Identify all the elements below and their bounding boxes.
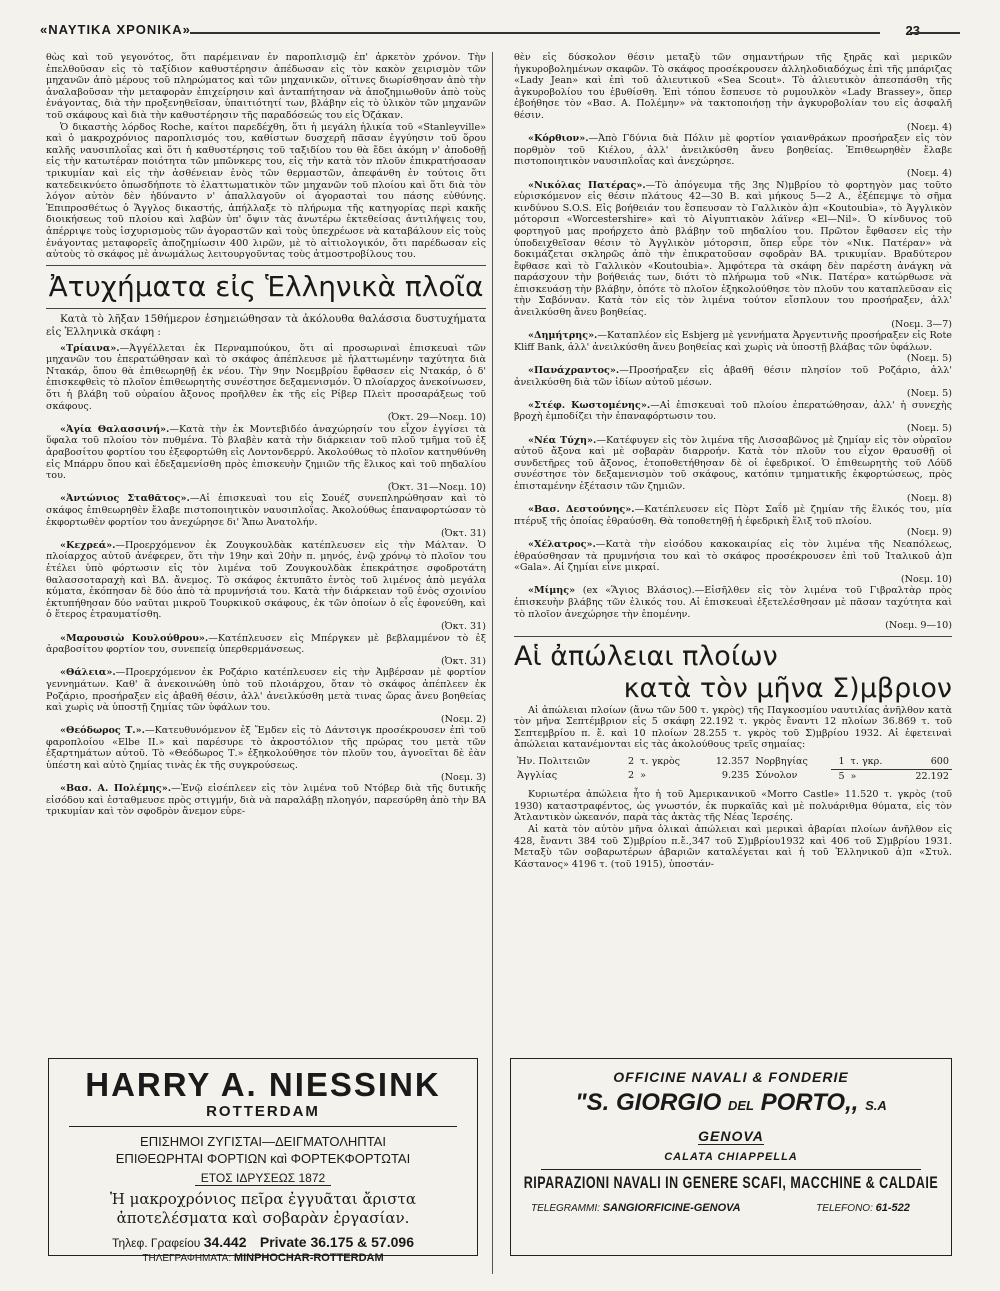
accident-text: —Τὸ ἀπόγευμα τῆς 3ης Ν)μβρίου τὸ φορτηγὸν μας τοῦτο εὑρισκόμενον εἰς θέσιν πλάτους 42—30 Β. καὶ μήκους 5—2 Α., ἐξέπεμψε τὸ σῆμα κινδύνου S.O.S. Εἰς βοήθειάν του ἔσπευσαν τὸ Γαλλικὸν ἀ)π «Koutoubia», τὸ Ἀγγλικὸν μότορσιπ «Worcestershire» καὶ τὸ Αἰγυπτιακὸν λάϊνερ «El—Nil». Ὁ κίνδυνος τοῦ φορτηγοῦ μας προήρχετο ἀπὸ βλάβην τοῦ πηδαλίου του. Πρῶτον ἔφθασεν εἰς τὴν ὑποδειχθεῖσαν θέσιν τὸ Ἀγγλικὸν μότορσιπ, ὅπερ εὗρε τὸν «Νικ. Πατέραν» νὰ δοκιμάζεται σκληρῶς ἀπὸ τὴν ἐπικρατοῦσαν σφοδρὰν ΒΑ. τρικυμίαν. Βραδύτερον ἔφθασε καὶ τὸ Γαλλικὸν «Koutoubia». Ἀμφότερα τὰ σκάφη δὲν παρέστη ἀνάγκη νὰ παράσχουν τὴν βοήθειάς των, διότι τὸ πλήρωμα τοῦ «Νικ. Πατέρα» κατώρθωσε νὰ ἐπισκευάσῃ τὴν βλάβην, ὁπότε τὸ πλοῖον ἐξηκολούθησε τὸν πλοῦν του καταπλεῦσαν εἰς τὴν Σαβόνναν. Κατὰ τὸν εἰς τὸν λιμένα τούτον εἴσπλουν του προσήραξεν, ἀλλ' ἀνειλκύσθη ἄνευ βοηθείας. [514, 179, 952, 319]
company-name-part: "S. GIORGIO [575, 1089, 722, 1116]
table-cell: 2 [627, 756, 635, 768]
accidents-intro: Κατὰ τὸ λῆξαν 15θήμερον ἐσημειώθησαν τὰ ἀκόλουθα θαλάσσια δυστυχήματα εἰς Ἑλληνικὰ σκάφη : [46, 312, 486, 338]
accident-item [46, 343, 486, 424]
advert-telegrams [49, 1252, 477, 1264]
phone-private: Private 36.175 & 57.096 [259, 1234, 414, 1250]
ship-name: «Νέα Τύχη». [528, 434, 597, 446]
accident-item [46, 667, 486, 725]
ship-name: «Πανάχραντος». [528, 365, 620, 377]
accident-text: —Προσήραξεν εἰς ἀβαθῆ θέσιν πλησίον τοῦ Ροζάριο, ἀλλ' ἀνειλκύσθη διὰ τῶν ἰδίων αὐτοῦ μέσων. [514, 365, 952, 388]
accident-text: (ex «Ἅγιος Βλάσιος).—Εἰσῆλθεν εἰς τὸν λιμένα τοῦ Γιβραλτὰρ πρὸς ἐπισκευὴν βλάβης τῶν ἐλικός του. Αἱ ἐπισκευαὶ ἐξετελέσθησαν μὲ πᾶσαν ταχύτητα καὶ τὸ πλοῖον ἀνεχώρησε τὴν ἑπομένην. [514, 585, 952, 620]
losses-paragraph: Κυριωτέρα ἀπώλεια ἦτο ἡ τοῦ Ἀμερικανικοῦ «Morro Castle» 11.520 τ. γκρὸς (τοῦ 1930) καταστραφέντος, ὡς γνωστόν, ἐκ πυρκαϊᾶς καὶ μὲ πολυάριθμα θύματα, εἰς τὸν Ἀτλαντικὸν ὠκεανόν, παρὰ τὰς ἀκτὰς τῆς Νέας Ἰερσέης. [514, 789, 952, 824]
section-divider [514, 636, 952, 637]
article-continuation: θὼς καὶ τοῦ γεγονότος, ὅτι παρέμειναν ἐν παροπλισμῷ ἐπ' ἀρκετὸν χρόνον. Τὴν ἐπελθοῦσαν εἰς τὸ ταξίδιον καθυστέρησιν ἀπέδωσαν εἰς τὸν κακὸν χειρισμὸν τῶν μηχανῶν ἀπὸ μέρους τοῦ πληρώματος καὶ τῶν μηχανικῶν, οἵτινες διωρίσθησαν ἀπὸ τὴν ἀναλαβοῦσαν τὴν μεταφορὰν ἐπιχείρησιν καὶ ἀνταπήτησαν νὰ ἀποζημιωθοῦν ἀπὸ τοὺς ἐνάγοντας, διὰ τὴν προξενηθεῖσαν, ὑπαιτιότητί των, βλάβην εἰς τὸ ὑλικὸν τῶν μηχανῶν τοῦ σκάφους καὶ διὰ τὴν καθυστέρησιν τῆς παραδόσεώς του εἰς Ὀζάκαν. [46, 52, 486, 121]
accident-text: —Κατέπλευσεν εἰς Μπέργκεν μὲ βεβλαμμένον τὸ ἐξ ἀραβοσίτου φορτίον του, συνεπείᾳ ὑπερθερμάνσεως. [46, 632, 486, 656]
ship-name: «Χέλατρος». [528, 538, 596, 550]
table-cell: 22.192 [899, 769, 952, 783]
table-cell: 600 [930, 756, 949, 768]
table-cell: τ. γκρὸς [640, 756, 680, 768]
date-note: (Νοεμ. 3—7) [891, 318, 952, 330]
date-note: (Νοεμ. 9) [906, 527, 952, 539]
losses-table [514, 755, 952, 783]
page-header [40, 20, 960, 44]
ship-name: «Μίμης» [528, 585, 576, 597]
advert-services: ΕΠΙΘΕΩΡΗΤΑΙ ΦΟΡΤΙΩΝ καὶ ΦΟΡΤΕΚΦΟΡΤΩΤΑΙ [115, 1151, 411, 1166]
accident-item [514, 435, 952, 505]
advert-rule [541, 1169, 921, 1170]
accident-text: —Κατέπλευσεν εἰς Πὸρτ Σαΐδ μὲ ζημίαν τῆς ἕλικός του, μία πτέρυξ τῆς ὁποίας ἐθραύσθη. Θὰ τοποθετηθῇ ἡ ἐφεδρικὴ ἕλιξ τοῦ πλοίου. [514, 504, 952, 527]
header-rule-end [910, 32, 960, 34]
date-note: (Ὀκτ. 31—Νοεμ. 10) [387, 481, 486, 493]
date-note: (Ὀκτ. 31) [441, 655, 486, 667]
ship-name: «Δημήτρης». [528, 330, 598, 342]
date-note: (Νοεμ. 3) [440, 771, 486, 783]
advert-contact [511, 1202, 951, 1214]
accident-text: —Καταπλέον εἰς Esbjerg μὲ γεννήματα Ἀργεντινῆς προσήραξεν εἰς Rote Kliff Bank, ἀλλ' ἀνειλκύσθη ἄνευ βοηθείας καὶ χωρὶς νὰ ὑποστῇ βλάβας τῶν ὑφάλων. [514, 330, 952, 353]
table-cell: 1 [838, 756, 845, 768]
table-row [514, 769, 952, 783]
advert-rule [69, 1126, 457, 1127]
ship-name: «Μαρουσιὼ Κουλούθρου». [60, 632, 209, 644]
accident-item [46, 633, 486, 668]
advert-city: GENOVA [698, 1128, 764, 1144]
page-number: 23 [905, 23, 920, 38]
ship-name: «Ἀντώνιος Σταθᾶτος». [60, 493, 190, 505]
date-note: (Νοεμ. 9—10) [885, 620, 952, 632]
accident-text: —Προερχόμενον ἐκ Ροζάριο κατέπλευσεν εἰς τὴν Ἀμβέρσαν μὲ φορτίον γεννημάτων. Καθ' ἃ ἀνεκοινώθη ὑπὸ τοῦ πλοιάρχου, ὅταν τὸ σκάφος ἀπέπλεεν ἐκ Ροζάριο, προσήραξεν εἰς ἀβαθῆ θέσιν, ἀλλ' ἀνειλκύσθη μετὰ τινας ὥρας ἄνευ βοηθείας καὶ χωρὶς νὰ ὑποστῇ ζημίας τῶν ὑφάλων του. [46, 667, 486, 714]
section-title-losses: Αἱ ἀπώλειαι πλοίων [514, 640, 778, 672]
accident-item [514, 539, 952, 585]
table-cell: Νορβηγίας [755, 756, 808, 768]
table-row [514, 755, 952, 769]
accident-text: —Κατευθυνόμενον ἐξ Ἔμδεν εἰς τὸ Δάντσιγκ προσέκρουσεν ἐπὶ τοῦ φαροπλοίου «Elbe II.» καὶ παρέσυρε τὸ ἀκροστόλιον τῆς πρώρας του μετὰ τῶν ἐξαρτημάτων αὐτοῦ. Τὸ «Θεόδωρος Τ.» ἐξηκολούθησε τὸν πλοῦν του, ἀγνοεῖται δὲ ἐὰν ὑπέστη καὶ αὐτὸ ζημίας τινὰς ἐκ τῆς συγκρούσεως. [46, 725, 486, 772]
advert-niessink [48, 1058, 478, 1264]
advert-san-giorgio [510, 1058, 952, 1256]
table-cell: 2 [627, 770, 635, 782]
advert-company-name: HARRY A. NIESSINK [85, 1066, 441, 1103]
accident-text: —Κατὰ τὴν εἰσόδου κακοκαιρίας εἰς τὸν λιμένα τῆς Νεαπόλεως, ἐθραύσθησαν τὰ πρυμνήσια του καὶ τὸ σκάφος προσέκρουσεν ἐπὶ τοῦ Ἰταλικοῦ ἀ)π «Gala». Αἱ ζημίαι εἶνε μικραί. [514, 538, 952, 574]
right-column [514, 52, 952, 870]
table-cell: 9.235 [721, 770, 750, 782]
date-note: (Ὀκτ. 31) [441, 528, 486, 540]
phone-label: Τηλεφ. Γραφείου [112, 1236, 201, 1250]
date-note: (Νοεμ. 10) [900, 573, 952, 585]
column-divider [492, 52, 493, 1274]
accident-text: —Προερχόμενον ἐκ Ζουγκουλδὰκ κατέπλευσεν εἰς τὴν Μάλταν. Ὁ πλοίαρχος αὐτοῦ ἀνέφερεν, ὅτι τὴν 19ην καὶ 20ὴν π. μηνός, ἐνῷ χρόνῳ τὸ πλοῖον του ἐτέλει ὑπὸ φόρτωσιν εἰς τὸν λιμένα τοῦ Ζουγκουλδὰκ ἐπεκράτησε σφοδροτάτη θαλασσοταραχὴ καὶ ΒΔ. ἄνεμος. Τὸ σκάφος ἐκτυπᾶτο ἐντὸς τοῦ λιμένος ἀπὸ μεγάλα κύματα, ἐκόπησαν δὲ δύο ἀπὸ τὰ πρυμνήσιά του. Κατὰ τὴν διάρκειαν τοῦ ἑνὸς σχοινίου ἐκτυπήθησαν δύο ναῦται μικροῦ Τουρκικοῦ σκάφους, ἐκ τῶν ὁποίων ὁ εἷς ἐφονεύθη, καὶ ὁ ἕτερος ἐτραυματίσθη. [46, 539, 486, 621]
header-rule [190, 32, 880, 34]
date-note: (Νοεμ. 5) [906, 353, 952, 365]
ship-name: «Τρίαινα». [60, 342, 120, 354]
continuation-text: θὲν εἰς δύσκολον θέσιν μεταξὺ τῶν σημαντήρων τῆς ξηρᾶς καὶ μερικῶν ἠγκυροβολημένων σκαφῶν. Τὸ σκάφος προσέκρουσεν ἀλληλοδιαδόχως ἐπὶ τῆς μπάριζας «Lady Jean» καὶ ἐπὶ τοῦ ἁλιευτικοῦ «Sea Scout». Τὸ ἁλιευτικὸν ἀπεσπάσθη τῆς ἀγκυροβολίου του ἐβυθίσθη. Ἐπὶ τόπου ἔσπευσε τὸ ρυμουλκὸν «Lady Brassey», ὅπερ ἐβοήθησε τὸν «Βασ. Α. Πολέμην» νὰ τακτοποιήσῃ τὴν ἀγκυροβολίαν του εἰς ἀσφαλῆ θέσιν. [514, 52, 952, 121]
date-note: (Ὀκτ. 29—Νοεμ. 10) [387, 412, 486, 424]
table-cell: 12.357 [715, 756, 750, 768]
accident-item [46, 725, 486, 783]
article-continuation [514, 52, 952, 133]
accident-text: —Ἐνῷ εἰσέπλεεν εἰς τὸν λιμένα τοῦ Ντόβερ διὰ τῆς δυτικῆς εἰσόδου καὶ ἐσταθμευσε πρὸς στιγμήν, διὰ νὰ παραλάβῃ πλοηγόν, παρεσύρθη ἀπὸ τὴν ΒΑ τρικυμίαν καὶ τὸν σφοδρὸν ἄνεμον εὑρε- [46, 783, 486, 818]
section-title-accidents: Ἀτυχήματα εἰς Ἑλληνικὰ πλοῖα [48, 269, 484, 303]
advert-heading: OFFICINE NAVALI & FONDERIE [613, 1069, 849, 1085]
accident-text: —Ἀγγέλλεται ἐκ Περναμπούκου, ὅτι αἱ προσωριναὶ ἐπισκευαὶ τῶν μηχανῶν του ἐπερατώθησαν καὶ τὸ σκάφος ἀπέπλευσε μὲ ἠλαττωμένην ταχύτητα διὰ Ντακάρ, ὅπου θὰ ἐπιθεωρηθῇ ἐκ νέου. Τὴν 9ην Νοεμβρίου ἔφθασεν εἰς Ντακάρ, ὁ δ' ἐπισκεφθεὶς τὸ πλοῖον ἐπιθεωρητὴς συνέστησε δεξαμενισμόν. Ὁ πλοίαρχος ἀνεκοίνωσεν, ὅτι ἡ βλάβη τοῦ οὐραίου ἄξονος προῆλθεν ἐκ τῆς εἰς Ρίβερ Πλεὶτ προσαράξεως τοῦ σκάφους. [46, 342, 486, 412]
advert-phones [49, 1234, 477, 1250]
article-paragraph: Ὁ δικαστὴς λόρδος Roche, καίτοι παρεδέχθη, ὅτι ἡ μεγάλη ἠλικία τοῦ «Stanleyville» καὶ ὁ μακροχρόνιος παροπλισμός του, καθίστων δυσχερῆ πᾶσαν ἐγγύησιν τοῦ ὅρου καλῆς ναυσιπλοΐας καὶ ὅτι ἡ καθυστέρησις τοῦ ταξιδίου του θὰ ἔδει ἀκόμη ν' ἀποδοθῇ εἰς τὴν κατωτέραν ποιότητα τῶν μπῶνκερς του, εἰς τὴν κατὰ τὸν πλοῦν ἐπικρατήσασαν τρικυμίαν καὶ εἰς τὴν ἀσθένειαν ἑνὸς τῶν θερμαστῶν, ἀπεφάνθη ἐν τούτοις ὅτι κατεδεικνύετο ὁπωσδήποτε τὸ ἐλαττωματικὸν τῶν μηχανῶν τοῦ πλοίου καὶ ὅτι διὰ τὸν λόγον αὐτὸν δὲν ἠδύναντο ν' ἀπαλλαγοῦν οἱ ἀγορασταὶ του πάσης εὐθύνης. Ἐπιπροσθέτως ὁ Ἄγγλος δικαστής, ἀπήλλαξε τὸ πλήρωμα τῆς κατηγορίας περὶ κακῆς διοικήσεως τοῦ πλοίου καὶ λαβὼν ὑπ' ὄψιν τὰς ἀνωτέρω ἐκτεθείσας ἀντιλήψεις του, ἀπέρριψε τοὺς ἰσχυρισμοὺς τῶν ἀγοραστῶν καὶ τοὺς ὑπεχρέωσε νὰ καταβάλουν εἰς τοὺς ἐνάγοντας μεταφορεῖς ἀποζημίωσιν 400 λιρῶν, μὲ τὸ αἰτιολογικόν, ὅτι παρέδωσαν εἰς αὐτοὺς τὸ σκάφος μὲ ἀνωμάλως λειτουργοῦντας τοὺς ἀτμοστροβίλους του. [46, 121, 486, 261]
ship-name: «Θάλεια». [60, 667, 116, 679]
accident-item [514, 400, 952, 435]
accident-list-continued [514, 133, 952, 632]
advert-services: RIPARAZIONI NAVALI IN GENERE SCAFI, MACCHINE & CALDAIE [523, 1173, 939, 1193]
telegram-label: TELEGRAMMI: [531, 1203, 600, 1214]
date-note: (Νοεμ. 5) [906, 388, 952, 400]
accident-list [46, 343, 486, 818]
accident-item [514, 180, 952, 331]
advert-motto: ἀποτελέσματα καὶ σοβαρὰν ἐργασίαν. [116, 1209, 410, 1227]
accident-item [514, 133, 952, 179]
advert-motto: Ἡ μακροχρόνιος πεῖρα ἐγγυᾶται ἄριστα [110, 1190, 416, 1208]
section-divider [46, 265, 486, 266]
table-cell: » [640, 770, 646, 782]
accident-item [514, 330, 952, 365]
publication-title: «ΝΑΥΤΙΚΑ ΧΡΟΝΙΚΑ» [40, 22, 191, 37]
accident-text: —Κατέφυγεν εἰς τὸν λιμένα τῆς Λισσαβῶνος μὲ ζημίαν εἰς τὸν οὐραῖον αὐτοῦ ἄξονα καὶ μὲ σοβαρὰν διαρροήν. Κατὰ τὸν πλοῦν του εἶχον θραυσθῇ οἱ συνδετῆρες τοῦ ἄξονος, ἐτοποθετήθησαν δὲ οἱ ἐφεδρικοί. Ὁ ἐπιθεωρητὴς τοῦ Λόϋδ συνέστησε τὸν δεξαμενισμὸν τοῦ σκάφους, κατόπιν τμηματικῆς ἐκφορτώσεως, πρὸς ἐπισταμένην ἐξέτασιν τῶν ζημιῶν. [514, 434, 952, 492]
date-note: (Νοεμ. 8) [906, 492, 952, 504]
accident-text: —Αἱ ἐπισκευαὶ τοῦ πλοίου ἐπερατώθησαν, ἀλλ' ἡ συνεχὴς βροχὴ ἐμποδίζει τὴν ἐπαναφόρτωσιν του. [514, 399, 952, 423]
advert-services: ΕΠΙΣΗΜΟΙ ΖΥΓΙΣΤΑΙ—ΔΕΙΓΜΑΤΟΛΗΠΤΑΙ [140, 1134, 386, 1149]
date-note: (Νοεμ. 2) [440, 713, 486, 725]
company-name-part: PORTO,, [760, 1089, 859, 1116]
ship-name: «Βασ. Δεστούνης». [528, 504, 635, 516]
advert-city: ROTTERDAM [206, 1103, 320, 1120]
ship-name: «Θεόδωρος Τ.». [60, 725, 145, 737]
accident-item [46, 493, 486, 539]
accident-item [46, 424, 486, 494]
date-note: (Νοεμ. 4) [906, 121, 952, 133]
accident-item [514, 585, 952, 631]
accident-item [46, 783, 486, 818]
section-subtitle-losses: κατὰ τὸν μῆνα Σ)μβριον [623, 672, 952, 704]
accident-text: —Κατὰ τὴν ἐκ Μοντεβιδέο ἀναχώρησίν του εἶχον ἐγγίσει τὰ ὕφαλα τοῦ πλοίου τὸν πυθμένα. Τὸ βλαβὲν κατὰ τὴν διάρκειαν τοῦ πλοῦ τμῆμα τοῦ ἐξ ἀραβοσίτου φορτίου του ἐξεφορτώθη εἰς Λοντονδερρύ. Ἀκολούθως τὸ πλοῖον κατηυθύνθη εἰς Μπάρρυ ὅπου καὶ ἐδεξαμενίσθη πρὸς ἐπισκευὴν ζημιῶν τῆς ἕλικος καὶ τοῦ πηδαλίου του. [46, 423, 486, 482]
ship-name: «Ἁγία Θαλασσινή». [60, 423, 170, 435]
telegram-address: MINPHOCHAR-ROTTERDAM [233, 1252, 384, 1264]
advert-street: CALATA CHIAPPELLA [664, 1151, 798, 1163]
ship-name: «Νικόλας Πατέρας». [528, 179, 646, 191]
ship-name: «Βασ. Α. Πολέμης». [60, 783, 172, 795]
ship-name: «Κόρθιον». [528, 133, 589, 145]
accident-item [514, 365, 952, 400]
phone-number: 61-522 [875, 1202, 910, 1214]
table-cell: 5 [831, 769, 847, 783]
phone-label: TELEFONO: [816, 1203, 873, 1214]
accident-item [46, 540, 486, 633]
telegram-label: ΤΗΛΕΓΡΑΦΗΜΑΤΑ: [142, 1253, 232, 1264]
losses-paragraph: Αἱ κατὰ τὸν αὐτὸν μῆνα ὁλικαὶ ἀπώλειαι καὶ μερικαὶ ἀβαρίαι πλοίων ἀνῆλθον εἰς 428, ἔναντι 384 τοῦ Σ)μβρίου π.ἔ.,347 τοῦ Σ)μβρίου1932 καὶ 406 τοῦ Σ)μβρίου 1931. Μεταξὺ τῶν σοβαρωτέρων ἀβαριῶν καταλέγεται καὶ ἡ τοῦ Ἑλληνικοῦ ἀ)π «Στυλ. Κάστανος» 4196 τ. (τοῦ 1915), ὑποστάν- [514, 824, 952, 870]
accident-text: —Ἀπὸ Γδύνια διὰ Πόλιν μὲ φορτίον γαιανθράκων προσήραξεν εἰς τὸν πορθμὸν τοῦ Κιέλου, ἀλλ' ἀνειλκύσθη ἄνευ βοηθείας. Ἐπιθεωρηθὲν ἔλαβε πιστοποιητικὸν ναυσιπλοΐας καὶ ἀνεχώρησε. [514, 133, 952, 168]
date-note: (Νοεμ. 4) [906, 167, 952, 179]
accident-text: —Αἱ ἐπισκευαὶ του εἰς Σουέζ συνεπληρώθησαν καὶ τὸ σκάφος ἐπιθεωρηθὲν ἔλαβε πιστοποιητικὸν ναυσιπλοΐας. Ἀκολούθως ἐπαναφορτώσαν τὸ ἐκφορτωθὲν φορτίον του ἀνεχώρησε δι' Ἄπω Ἀνατολήν. [46, 493, 486, 528]
telegram-address: SANGIORFICINE-GENOVA [602, 1202, 741, 1214]
table-cell: Ἡν. Πολιτειῶν [517, 756, 591, 768]
date-note: (Ὀκτ. 31) [441, 620, 486, 632]
company-name-part: DEL [727, 1098, 754, 1113]
table-cell: Σύνολον [755, 770, 798, 782]
losses-paragraph: Αἱ ἀπώλειαι πλοίων (ἄνω τῶν 500 τ. γκρὸς) τῆς Παγκοσμίου ναυτιλίας ἀνῆλθον κατὰ τὸν μῆνα Σεπτέμβριον εἰς 5 σκάφη 22.192 τ. γκρὸς ἔναντι 12 πλοίων 36.869 τ. τοῦ Σεπτεμβρίου π. ἔ. καὶ 10 πλοίων 28.255 τ. γκρὸς τοῦ Σ)μβρίου 1932. Αἱ ἐφετειναὶ ἀπώλειαι κατανέμονται εἰς τὰς ἀκολούθους τρεῖς σημαίας: [514, 704, 952, 751]
phone-office: 34.442 [203, 1234, 247, 1250]
table-cell: » [848, 769, 899, 783]
advert-founded: ΕΤΟΣ ΙΔΡΥΣΕΩΣ 1872 [195, 1171, 331, 1186]
accident-item [514, 504, 952, 539]
left-column [46, 52, 486, 818]
ship-name: «Κεχρεά». [60, 539, 116, 551]
company-name-part: S.A [865, 1098, 887, 1113]
table-cell: Ἀγγλίας [517, 770, 558, 782]
advert-company-name [511, 1089, 951, 1120]
ship-name: «Στέφ. Κωστομένης». [528, 399, 651, 411]
section-divider [46, 308, 486, 309]
date-note: (Νοεμ. 5) [906, 423, 952, 434]
table-cell: τ. γκρ. [850, 756, 883, 768]
